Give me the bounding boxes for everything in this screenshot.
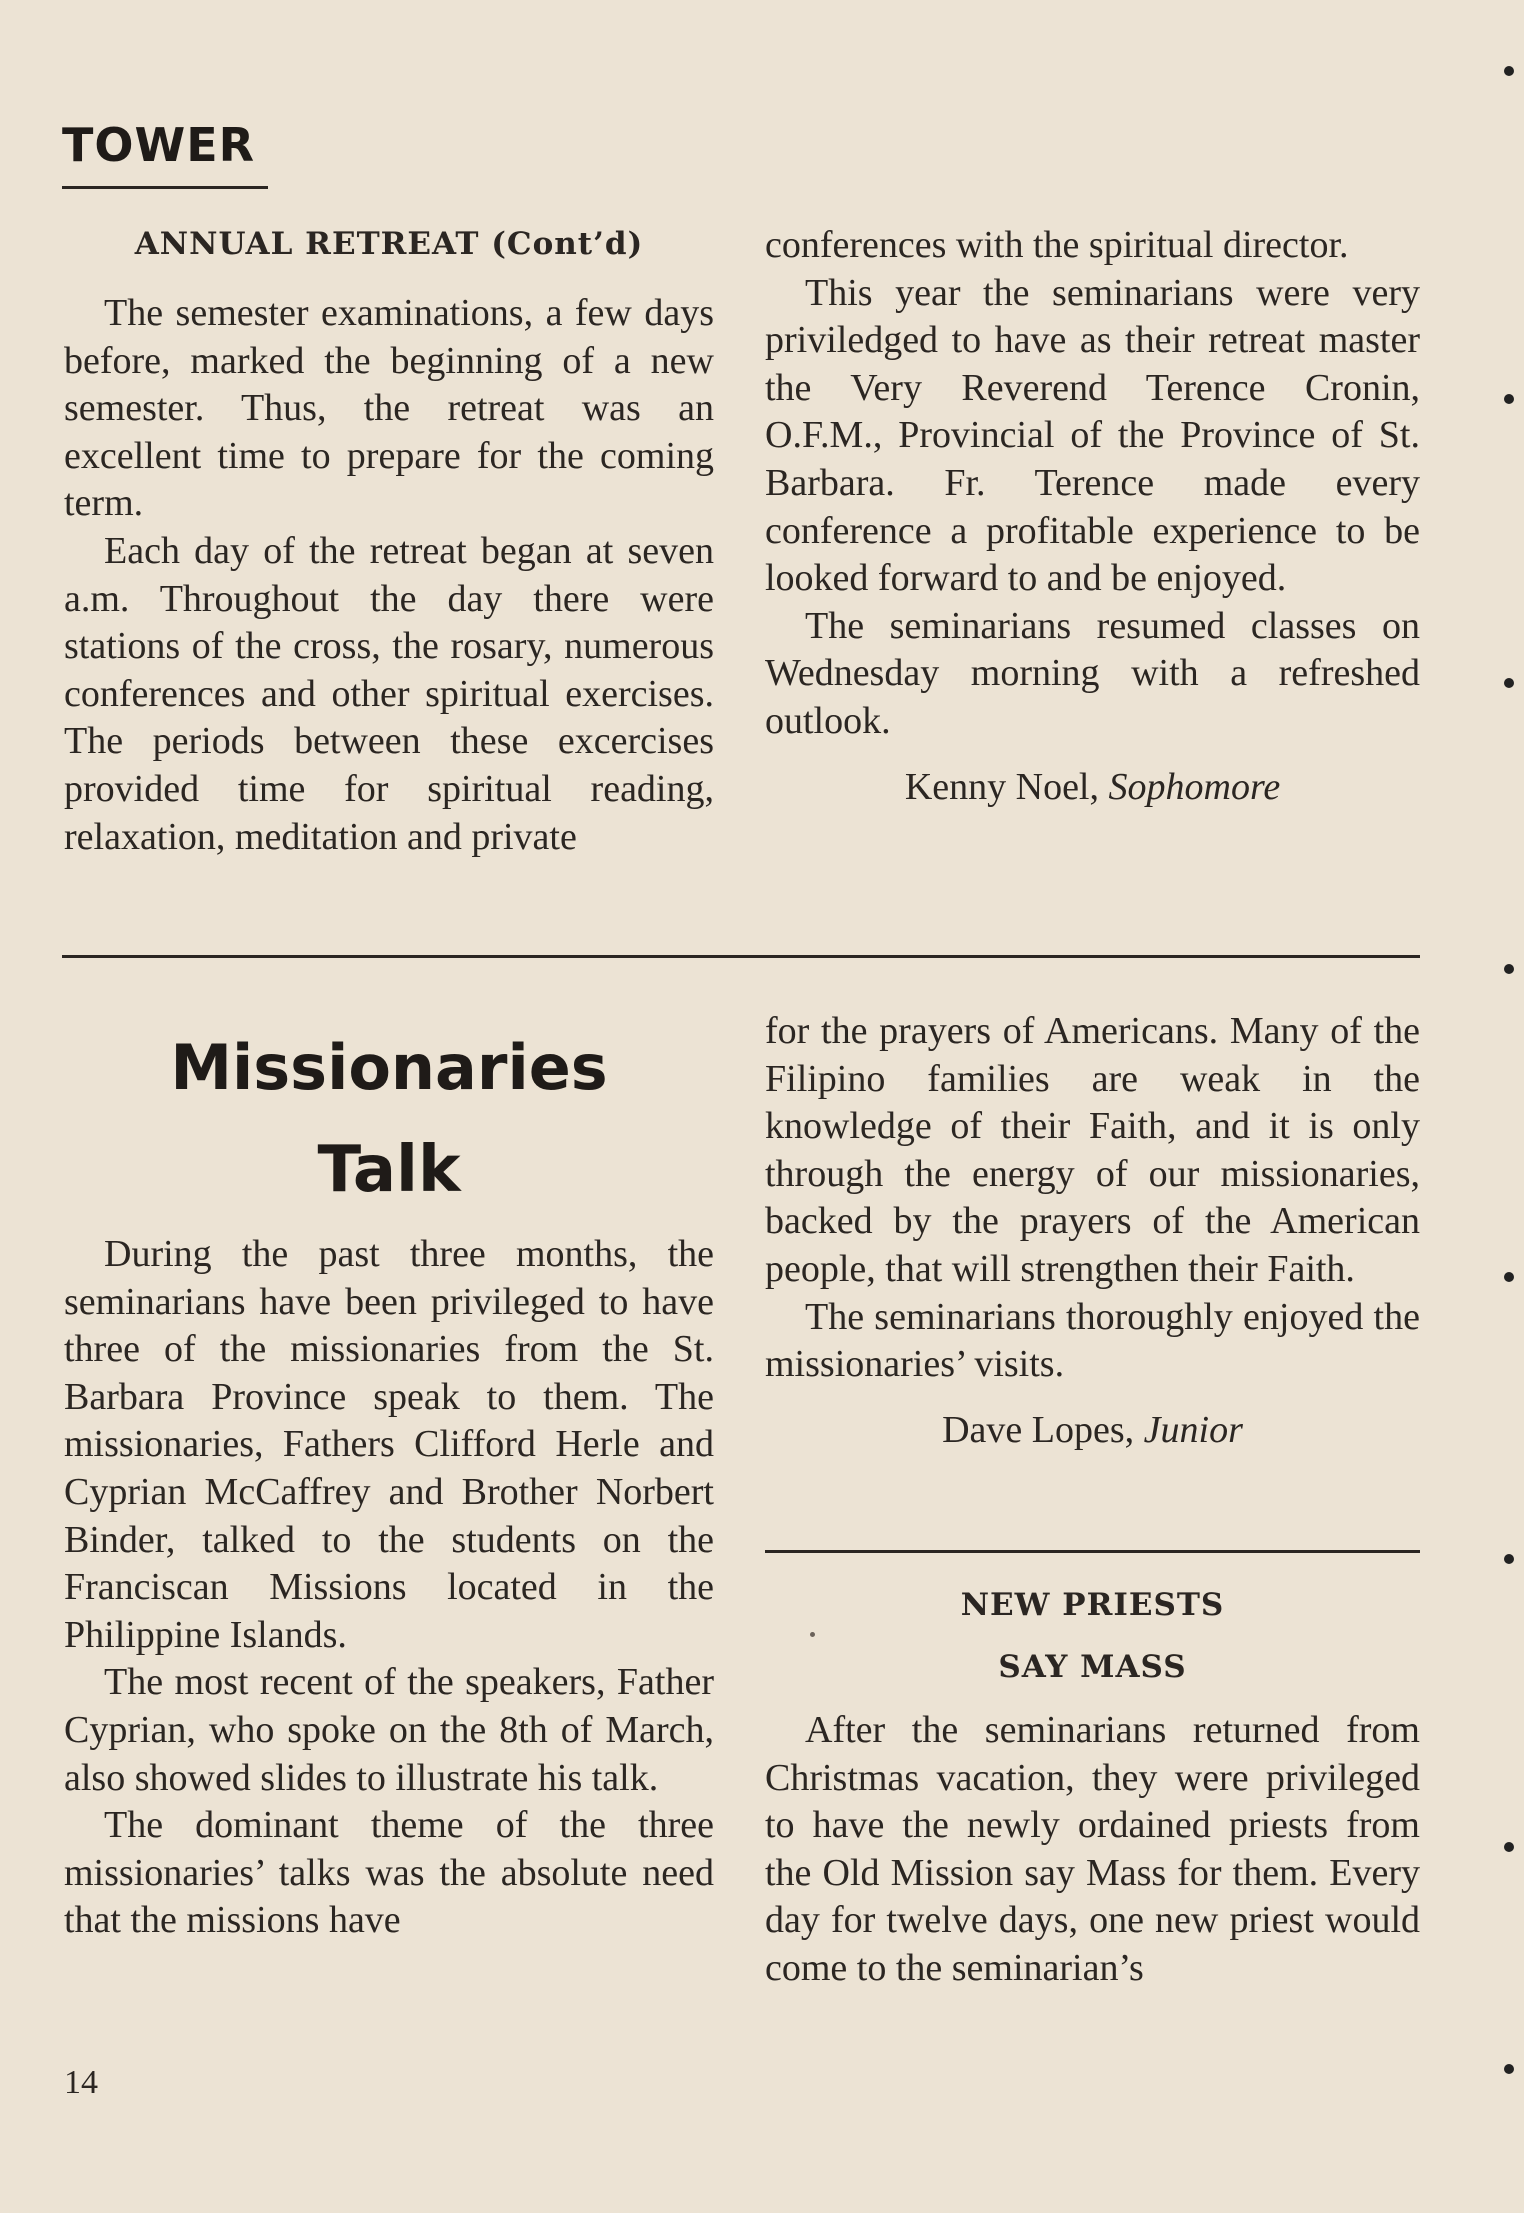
retreat-paragraph-continued: conferences with the spiritual director. bbox=[765, 224, 1349, 266]
masthead-underline bbox=[62, 186, 268, 189]
retreat-column-left bbox=[64, 222, 714, 861]
print-speck bbox=[810, 1632, 815, 1637]
binding-hole-mark bbox=[1504, 964, 1514, 974]
missionaries-title-line2: Talk bbox=[317, 1133, 461, 1207]
byline-class: Junior bbox=[1143, 1408, 1243, 1451]
new-priests-section bbox=[765, 1583, 1420, 1993]
masthead-title: TOWER bbox=[62, 118, 256, 172]
binding-hole-mark bbox=[1504, 1842, 1514, 1852]
retreat-paragraph: This year the seminarians were very priviledged to have as their retreat master the Very Reverend Terence Cronin, O.F.M., Provincial of the Province of St. Barbara. Fr. Terence made every conference a profitable experience to be looked forward to and be enjoyed. bbox=[765, 271, 1420, 600]
missionaries-byline bbox=[765, 1407, 1420, 1455]
missionaries-column-left bbox=[64, 1231, 714, 1945]
retreat-paragraph: The semester examinations, a few days before, marked the beginning of a new semester. Thus, the retreat was an excellent time to prepare for the coming term. bbox=[64, 292, 714, 525]
binding-hole-mark bbox=[1504, 66, 1514, 76]
byline-class: Sophomore bbox=[1108, 765, 1281, 808]
retreat-byline bbox=[765, 764, 1420, 812]
byline-author: Dave Lopes, bbox=[942, 1408, 1135, 1451]
section-divider bbox=[62, 955, 1420, 958]
missionaries-paragraph-continued: for the prayers of Americans. Many of the Filipino families are weak in the knowledge of their Faith, and it is only through the energy of our missionaries, backed by the prayers of the American people, that will strengthen their Faith. bbox=[765, 1010, 1420, 1290]
retreat-paragraph: The seminarians resumed classes on Wednesday morning with a refreshed outlook. bbox=[765, 604, 1420, 742]
retreat-heading: ANNUAL RETREAT (Cont’d) bbox=[134, 226, 644, 262]
binding-hole-mark bbox=[1504, 2064, 1514, 2074]
missionaries-column-right bbox=[765, 1008, 1420, 1454]
binding-hole-mark bbox=[1504, 1272, 1514, 1282]
retreat-column-right bbox=[765, 222, 1420, 811]
page-number: 14 bbox=[64, 2064, 98, 2101]
missionaries-paragraph: The most recent of the speakers, Father Cyprian, who spoke on the 8th of March, also showed slides to illustrate his talk. bbox=[64, 1661, 714, 1799]
missionaries-paragraph: The seminarians thoroughly enjoyed the missionaries’ visits. bbox=[765, 1295, 1420, 1386]
binding-hole-mark bbox=[1504, 678, 1514, 688]
retreat-paragraph: Each day of the retreat began at seven a.m. Throughout the day there were stations of the cross, the rosary, numerous conferences and other spiritual exercises. The periods between these excercises provided time for spiritual reading, relaxation, meditation and private bbox=[64, 529, 714, 858]
new-priests-heading-line1: NEW PRIESTS bbox=[960, 1587, 1225, 1623]
binding-hole-mark bbox=[1504, 394, 1514, 404]
new-priests-heading-line2: SAY MASS bbox=[998, 1649, 1187, 1685]
byline-author: Kenny Noel, bbox=[904, 765, 1099, 808]
column-divider bbox=[765, 1550, 1420, 1553]
missionaries-paragraph: During the past three months, the seminarians have been privileged to have three of the missionaries from the St. Barbara Province speak to them. The missionaries, Fathers Clifford Herle and Cyprian McCaffrey and Brother Norbert Binder, talked to the students on the Franciscan Missions located in the Philippine Islands. bbox=[64, 1233, 714, 1656]
missionaries-paragraph: The dominant theme of the three missionaries’ talks was the absolute need that the missions have bbox=[64, 1804, 714, 1942]
missionaries-title-line1: Missionaries bbox=[170, 1031, 608, 1104]
binding-hole-mark bbox=[1504, 1554, 1514, 1564]
new-priests-paragraph: After the seminarians returned from Christmas vacation, they were privileged to have the newly ordained priests from the Old Mission say Mass for them. Every day for twelve days, one new priest would come to the seminarian’s bbox=[765, 1709, 1420, 1989]
